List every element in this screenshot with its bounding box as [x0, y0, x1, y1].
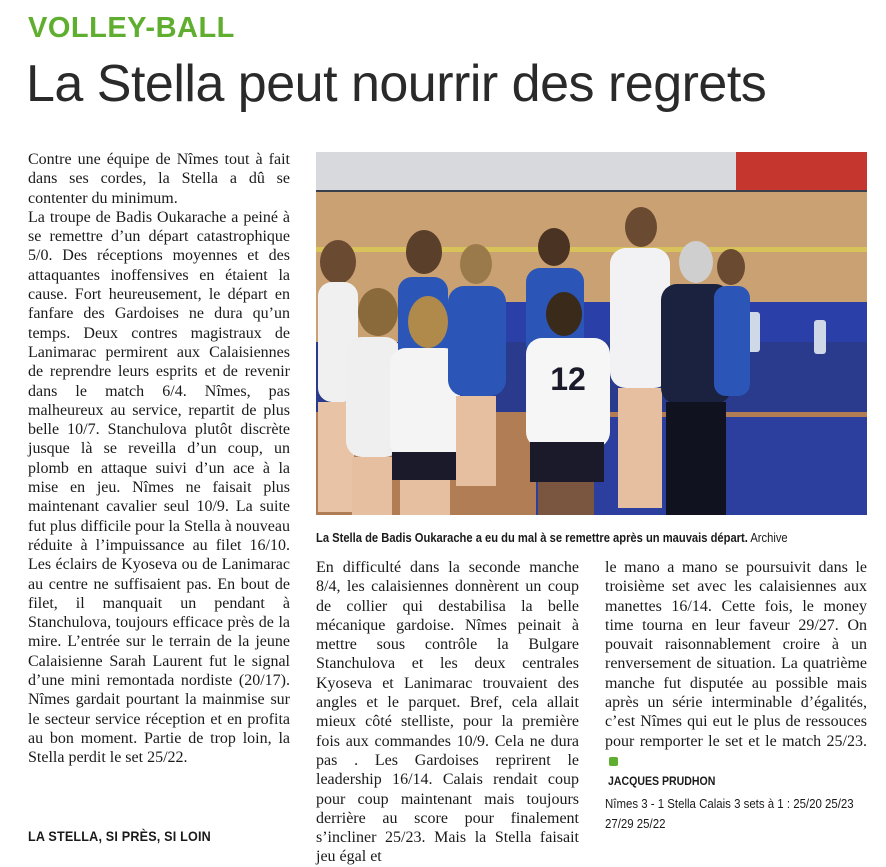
body-paragraph [605, 558, 867, 770]
section-kicker: VOLLEY-BALL [28, 12, 235, 44]
caption-credit: Archive [750, 530, 788, 545]
body-paragraph: La troupe de Badis Oukarache a peiné à se remettre d’un départ catastrophique 5/0. Des réceptions moyennes et des attaquantes inoffensives en étaient la cause. Fort heureusement, le départ en fanfare des Gardoises ne dura qu’un temps. Deux contres magistraux de Lanimarac permirent aux Calaisiennes de reprendre leurs esprits et de revenir dans le match 6/4. Nîmes, pas malheureux au service, repartit de plus belle 10/7. Stanchulova plutôt discrète jusque là se reveilla d’un coup, un plomb en attaque suivi d’un ace à la mise en jeu. Nîmes ne faisait plus maintenant cavalier seul 10/9. La suite fut plus difficile pour la Stella à nouveau réduite à l’impuissance au filet 16/10. Les éclairs de Kyoseva ou de Lanimarac au centre ne suffisaient pas. En bout de filet, il manquait un pendant à Stanchulova, toujours efficace près de la mire. L’entrée sur le terrain de la jeune Calaisienne Sarah Laurent fut le signal d’une mini remontada nordiste (20/17). Nîmes gardait pourtant la mainmise sur le secteur service réception et en profita au bon moment. Partie de trop loin, la Stella perdit le set 25/22. [28, 208, 290, 767]
article-headline: La Stella peut nourrir des regrets [26, 55, 767, 113]
body-paragraph: En difficulté dans la seconde manche 8/4, les calaisiennes donnèrent un coup de collier qui destabilisa la belle mécanique gardoise. Nîmes peinait à mettre sous contrôle la Bulgare Stanchulova et les deux centrales Kyoseva et Lanimarac trouvaient des angles et le parquet. Bref, cela allait mieux côté stelliste, pour la première fois aux commandes 10/9. Cela ne dura pas . Les Gardoises reprirent le leadership 16/14. Calais rendait coup pour coup maintenant mais toujours derrière au score pour finalement s’incliner 25/23. Mais la Stella faisait jeu égal et [316, 559, 579, 866]
intro-paragraph: Contre une équipe de Nîmes tout à fait dans ses cordes, la Stella a dû se contenter du minimum. [28, 151, 290, 207]
photo-caption [316, 530, 798, 545]
article-photo [316, 152, 867, 515]
article-column-3 [605, 558, 867, 770]
article-subhead: LA STELLA, SI PRÈS, SI LOIN [28, 828, 211, 844]
caption-text: La Stella de Badis Oukarache a eu du mal à se remettre après un mauvais départ. [316, 530, 748, 545]
end-of-article-icon [609, 757, 618, 766]
article-column-2 [316, 558, 579, 867]
jersey-number: 12 [550, 361, 586, 397]
closing-text: le mano a mano se poursuivit dans le troisième set avec les calaisiennes aux manettes 16/14. Cette fois, le money time tourna en leur faveur 29/27. On pouvait raisonnablement croire à un renversement de situation. La quatrième manche fut disputée au possible mais après un série interminable d’égalités, c’est Nîmes qui eut le plus de ressouces pour remporter le set et le match 25/23. [605, 559, 867, 750]
author-byline: JACQUES PRUDHON [608, 774, 716, 788]
article-column-1 [28, 150, 290, 768]
match-score: Nîmes 3 - 1 Stella Calais 3 sets à 1 : 25/20 25/23 27/29 25/22 [605, 796, 854, 831]
team-huddle-photo-icon [316, 152, 867, 515]
